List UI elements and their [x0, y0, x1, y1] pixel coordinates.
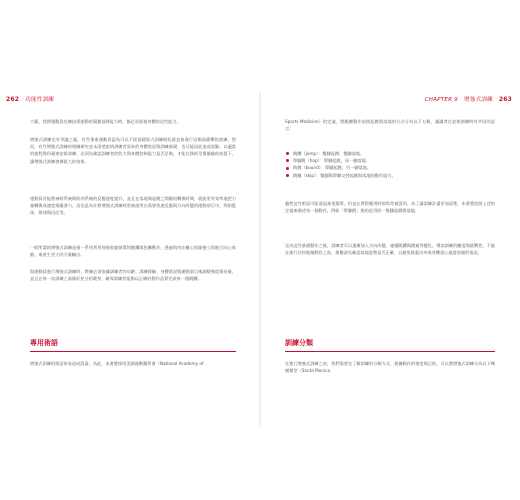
right-paragraph-1: Sports Medicine）的定義，將跳躍動作依照起跳與落地的方式分為以下五類，讓讀者在安排訓練時有共同的語言：	[285, 119, 495, 132]
left-page	[0, 0, 259, 500]
list-item	[285, 164, 495, 171]
list-item-text: 跳繩（skip）：雙腳與單腳交替起跳與落地的動作組合。	[293, 172, 396, 178]
list-item	[285, 172, 495, 179]
left-running-head	[6, 95, 54, 103]
list-item	[285, 150, 495, 157]
left-paragraph-6: 增強式訓練的術語容易造成混淆，為此，本書將採用美國運動醫學會（National Academy of	[30, 361, 204, 366]
left-paragraph-2: 增強式訓練也有爭議之處，有些專業運動員認為可以不從基礎肌力訓練開始就直接進行這類高衝擊的訓練，然而，有些增強式訓練的相關研究並未清楚說明訓練者原本的身體狀況與訓練基礎，也可能因此造成誤解。以適當的進程與份量來安排訓練，必須先確認訓練者的肌力與身體控制能力是否足夠，才能在降低受傷風險的前提下，讓增強式訓練發揮最大的效果。	[30, 137, 236, 164]
right-running-title: 增強式訓練	[463, 97, 493, 103]
section-heading-terminology: 專用術語	[30, 338, 58, 350]
list-item	[285, 157, 495, 164]
list-item-text: 跳躍（jump）：雙腳起跳、雙腳落地。	[293, 151, 365, 156]
right-page-number: 263	[498, 96, 512, 103]
right-paragraph-2: 雖然這些術語可能看起來很簡單，但是在實際應用時卻常常被混用。為了讓訓練計畫更加清楚，本書將依照上述的定義來描述每一個動作，例如「單腳跳」指的是用同一隻腳起跳與落地。	[285, 201, 495, 214]
list-item-text: 跨跳（bound）：單腳起跳，另一腳落地。	[293, 165, 372, 171]
right-paragraph-4: 在進行增強式訓練之前，我們需要先了解訓練的分類方式，根據動作的強度與目的，可以將增強式訓練分為以下幾種類型（Santa Monica	[285, 361, 495, 374]
bullet-dot-icon	[286, 167, 289, 170]
list-item-text: 單腳跳（hop）：單腳起跳，同一腳落地。	[293, 158, 370, 164]
bullet-dot-icon	[286, 174, 289, 177]
left-paragraph-5: 與運動員進行增強式訓練時，教練必須依據訓練者的年齡、訓練經驗、身體狀況與運動項目來調整強度與份量，並且在每一次訓練之前做好充分的暖身，確保訓練者能夠以正確的動作品質完成每一個跳躍。	[30, 269, 236, 282]
right-running-head	[425, 95, 512, 103]
chapter-label: CHAPTER 9	[424, 97, 458, 103]
section-heading-classification: 訓練分類	[285, 338, 313, 350]
left-paragraph-1: 大範，我傳運動員也練技術運動的競賽基礎能力時，都必須重視身體的這些能力。	[30, 119, 181, 124]
left-page-number: 262	[6, 96, 20, 103]
right-paragraph-3: 完成這些基礎動作之後，訓練者可以逐漸加入方向改變、連續跳躍與跳箱等變化，增加訓練的難度與挑戰性。不過在進行任何進階動作之前，都應該先確認落地姿勢是否正確，以避免膝蓋內夾或身體重心過度前傾的情況。	[285, 243, 495, 256]
bullet-dot-icon	[286, 152, 289, 155]
left-paragraph-4: 一般所謂的增強式訓練是指一系列利用伸展收縮循環的跳躍與投擲動作，透過肌肉在離心收縮後立即進行向心收縮，來產生更大的力量輸出。	[30, 245, 236, 258]
right-page	[261, 0, 520, 500]
left-paragraph-3: 運動員若能將神經系統與肌肉系統的反應速度提升，並且在落地與起跳之間縮短轉換時間，就能更有效率地把力量轉換成速度與爆發力。這也是為什麼增強式訓練經常被運用在需要快速反應與方向改變的運動項目中，例如籃球、排球與田徑等。	[30, 196, 236, 216]
left-running-title: 功能性訓練	[25, 97, 55, 103]
bullet-dot-icon	[286, 159, 289, 162]
jump-types-list	[285, 150, 495, 179]
